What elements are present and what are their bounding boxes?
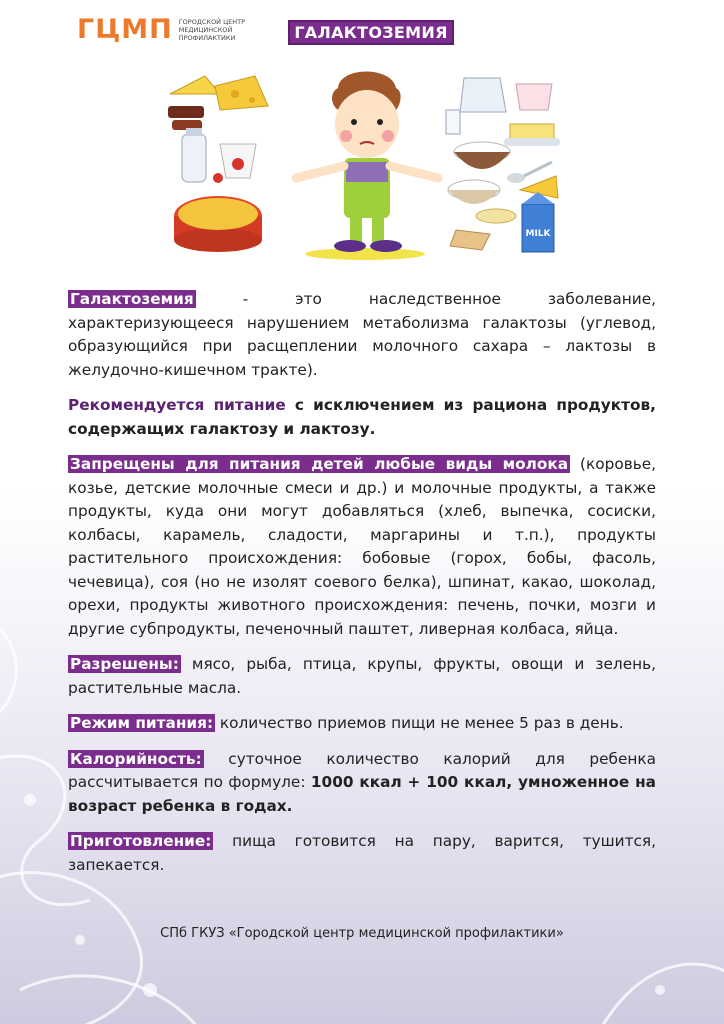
calories-text: суточное количество калорий для ребенка рассчитывается по формуле: bbox=[68, 749, 656, 791]
cheese-wheel-icon bbox=[174, 196, 262, 252]
forbidden-text: (коровье, козье, детские молочные смеси и др.) и молочные продукты, а также продукты, куда они могут добавляться (хлеб, выпечка, сосиски, колбасы, карамель, сладости, маргарины и т.п.), продукты растительного происхождения: бобовые (горох, бобы, фасоль, чечевица), соя (но не изолят соевого белка), шпинат, какао, шоколад, орехи, продукты животного происхождения: печень, почки, мозги и другие субпродукты, печеночный паштет, ливерная колбаса, яйца. bbox=[68, 455, 656, 638]
forbidden-label: Запрещены для питания детей любые виды молока bbox=[70, 455, 569, 473]
allowed-label: Разрешены: bbox=[70, 655, 179, 673]
cheese-wedge-icon bbox=[170, 76, 268, 110]
cottage-cheese-icon bbox=[454, 142, 510, 169]
cooking-text: пища готовится на пару, варится, тушится, запекается. bbox=[68, 832, 656, 874]
sandwich-icon bbox=[450, 230, 490, 250]
milk-bottle-icon bbox=[182, 128, 206, 182]
forbidden-paragraph bbox=[68, 453, 656, 641]
regime-paragraph bbox=[68, 712, 656, 736]
logo-subtitle-line: ГОРОДСКОЙ ЦЕНТР bbox=[178, 18, 246, 26]
page-title: ГАЛАКТОЗЕМИЯ bbox=[288, 20, 454, 45]
calories-formula: 1000 ккал + 100 ккал, умноженное на возраст ребенка в годах. bbox=[68, 773, 656, 815]
main-content bbox=[68, 288, 656, 889]
cooking-label: Приготовление: bbox=[70, 832, 212, 850]
glass-icon bbox=[446, 110, 460, 134]
allowed-text: мясо, рыба, птица, крупы, фрукты, овощи и зелень, растительные масла. bbox=[68, 655, 656, 697]
definition-text: - это наследственное заболевание, характеризующееся нарушением метаболизма галактозы (углевод, образующийся при расщеплении молочного сахара – лактозы в желудочно-кишечном тракте). bbox=[68, 290, 656, 379]
definition-paragraph bbox=[68, 288, 656, 382]
logo-subtitle-line: МЕДИЦИНСКОЙ bbox=[178, 26, 233, 34]
calories-paragraph bbox=[68, 748, 656, 819]
regime-text: количество приемов пищи не менее 5 раз в день. bbox=[215, 714, 624, 732]
logo-subtitle-line: ПРОФИЛАКТИКИ bbox=[178, 34, 236, 42]
logo bbox=[77, 16, 259, 44]
logo-mark: ГЦМП bbox=[77, 14, 173, 45]
calories-label: Калорийность: bbox=[70, 749, 202, 768]
child-icon bbox=[296, 72, 438, 261]
recommendation-lead: Рекомендуется питание bbox=[68, 396, 286, 414]
recommendation-text: с исключением из рациона продуктов, содержащих галактозу и лактозу. bbox=[68, 396, 656, 438]
candy-icon bbox=[168, 106, 204, 130]
butter-icon bbox=[504, 124, 560, 146]
milk-carton-label: MILK bbox=[525, 229, 551, 239]
sour-cream-bowl-icon bbox=[448, 180, 500, 204]
recommendation-paragraph bbox=[68, 394, 656, 441]
milk-jug-icon bbox=[460, 78, 506, 112]
cooking-paragraph bbox=[68, 830, 656, 877]
yogurt-icon bbox=[213, 144, 256, 183]
footer: СПб ГКУЗ «Городской центр медицинской профилактики» bbox=[160, 926, 564, 941]
milk-carton-icon bbox=[522, 192, 554, 252]
illustration bbox=[160, 66, 570, 266]
logo-subtitle bbox=[179, 18, 259, 42]
allowed-paragraph bbox=[68, 653, 656, 700]
term-highlight: Галактоземия bbox=[70, 290, 194, 308]
regime-label: Режим питания: bbox=[70, 714, 214, 732]
bowl-icon bbox=[476, 209, 516, 223]
dessert-cup-icon bbox=[516, 84, 552, 110]
